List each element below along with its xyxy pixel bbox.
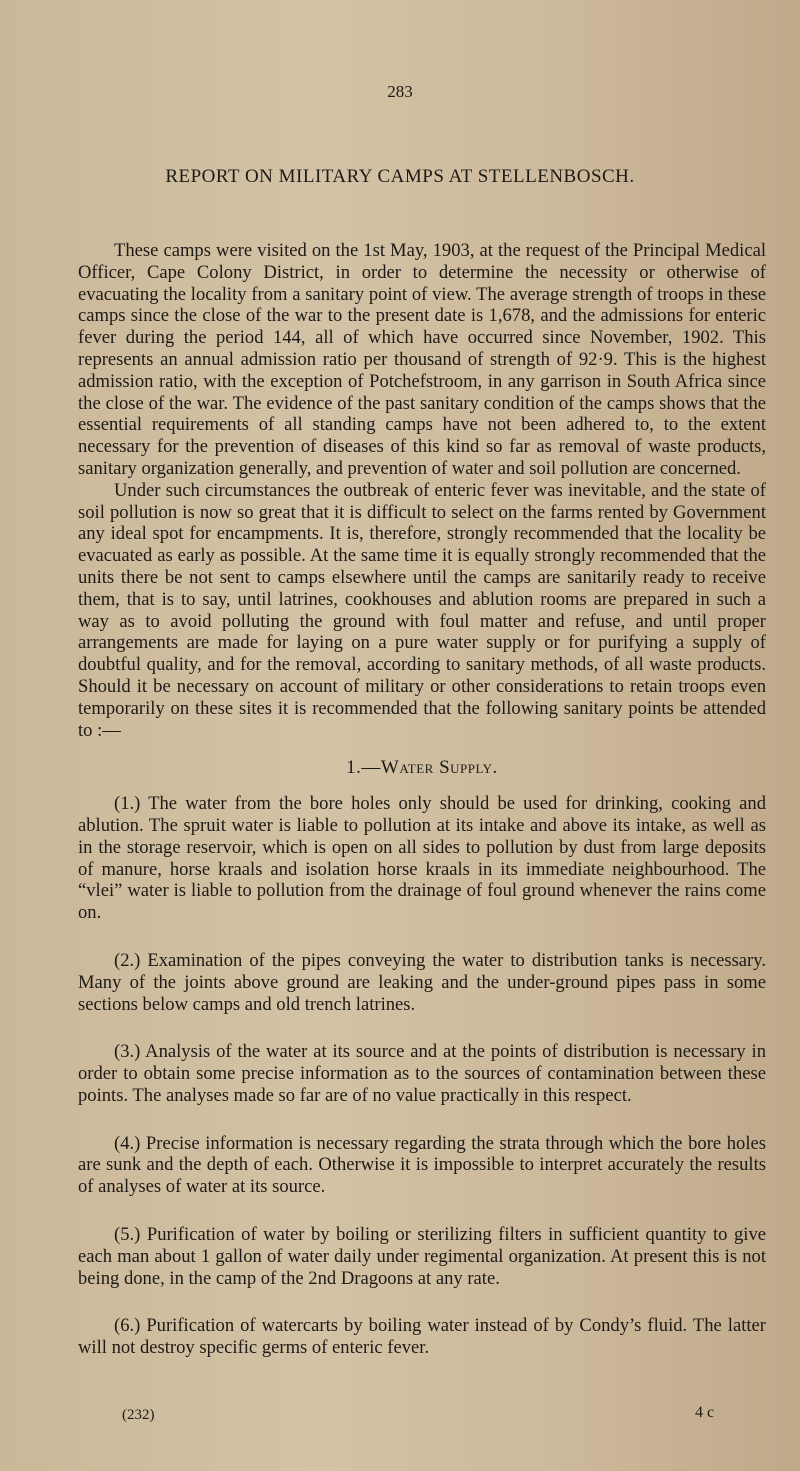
page-number: 283 [387,82,413,101]
list-item: (2.) Examination of the pipes conveying the water to distribution tanks is necessary. Many of the joints above ground are leaking and the under-ground pipes pass in some sections below camps and old trench latrines. [78,949,766,1015]
footer-signature-mark: 4 c [695,1404,715,1421]
paragraph-recommendation: Under such circumstances the outbreak of enteric fever was inevitable, and the state of soil pollution is now so great that it is difficult to select on the farms rented by Government any ideal spot for encampments. It is, therefore, strongly recommended that the locality be evacuated as early as possible. At the same time it is equally strongly recommended that the units there be not sent to camps elsewhere until the camps are sanitarily ready to receive them, that is to say, until latrines, cookhouses and ablution rooms are prepared in such a way as to avoid polluting the ground with foul matter and refuse, and until proper arrangements are made for laying on a pure water supply or for purifying a supply of doubtful quality, and for the removal, according to sanitary methods, of all waste products. Should it be necessary on account of military or other considerations to retain troops even temporarily on these sites it is recommended that the following sanitary points be attended to :— [78,479,766,741]
report-title: REPORT ON MILITARY CAMPS AT STELLENBOSCH. [165,166,635,187]
footer-print-number: (232) [122,1407,155,1423]
paragraph-intro: These camps were visited on the 1st May, 1903, at the request of the Principal Medical Officer, Cape Colony District, in order to determine the necessity or otherwise of evacuating the locality from a sanitary point of view. The average strength of troops in these camps since the close of the war to the present date is 1,678, and the admissions for enteric fever during the period 144, all of which have occurred since November, 1902. This represents an annual admission ratio per thousand of strength of 92·9. This is the highest admission ratio, with the exception of Potchefstroom, in any garrison in South Africa since the close of the war. The evidence of the past sanitary condition of the camps shows that the essential requirements of all standing camps have not been adhered to, to the extent necessary for the prevention of diseases of this kind so far as removal of waste products, sanitary organization generally, and prevention of water and soil pollution are concerned. [78,240,766,479]
section-heading-water-supply: 1.—Water Supply. [346,757,498,779]
list-item: (1.) The water from the bore holes only should be used for drinking, cooking and ablution. The spruit water is liable to pollution at its intake and above its intake, as well as in the storage reservoir, which is open on all sides to pollution by dust from large deposits of manure, horse kraals and isolation horse kraals in its immediate neighbourhood. The “vlei” water is liable to pollution from the drainage of foul ground whenever the rains come on. [78,793,766,924]
list-item: (4.) Precise information is necessary regarding the strata through which the bore holes are sunk and the depth of each. Otherwise it is impossible to interpret accurately the results of analyses of water at its source. [78,1132,766,1198]
list-item: (3.) Analysis of the water at its source and at the points of distribution is necessary in order to obtain some precise information as to the sources of contamination between these points. The analyses made so far are of no value practically in this respect. [78,1041,766,1106]
list-item: (6.) Purification of watercarts by boiling water instead of by Condy’s fluid. The latter will not destroy specific germs of enteric fever. [78,1315,766,1359]
list-item: (5.) Purification of water by boiling or sterilizing filters in sufficient quantity to give each man about 1 gallon of water daily under regimental organization. At present this is not being done, in the camp of the 2nd Dragoons at any rate. [78,1224,766,1289]
report-body [78,240,766,1359]
